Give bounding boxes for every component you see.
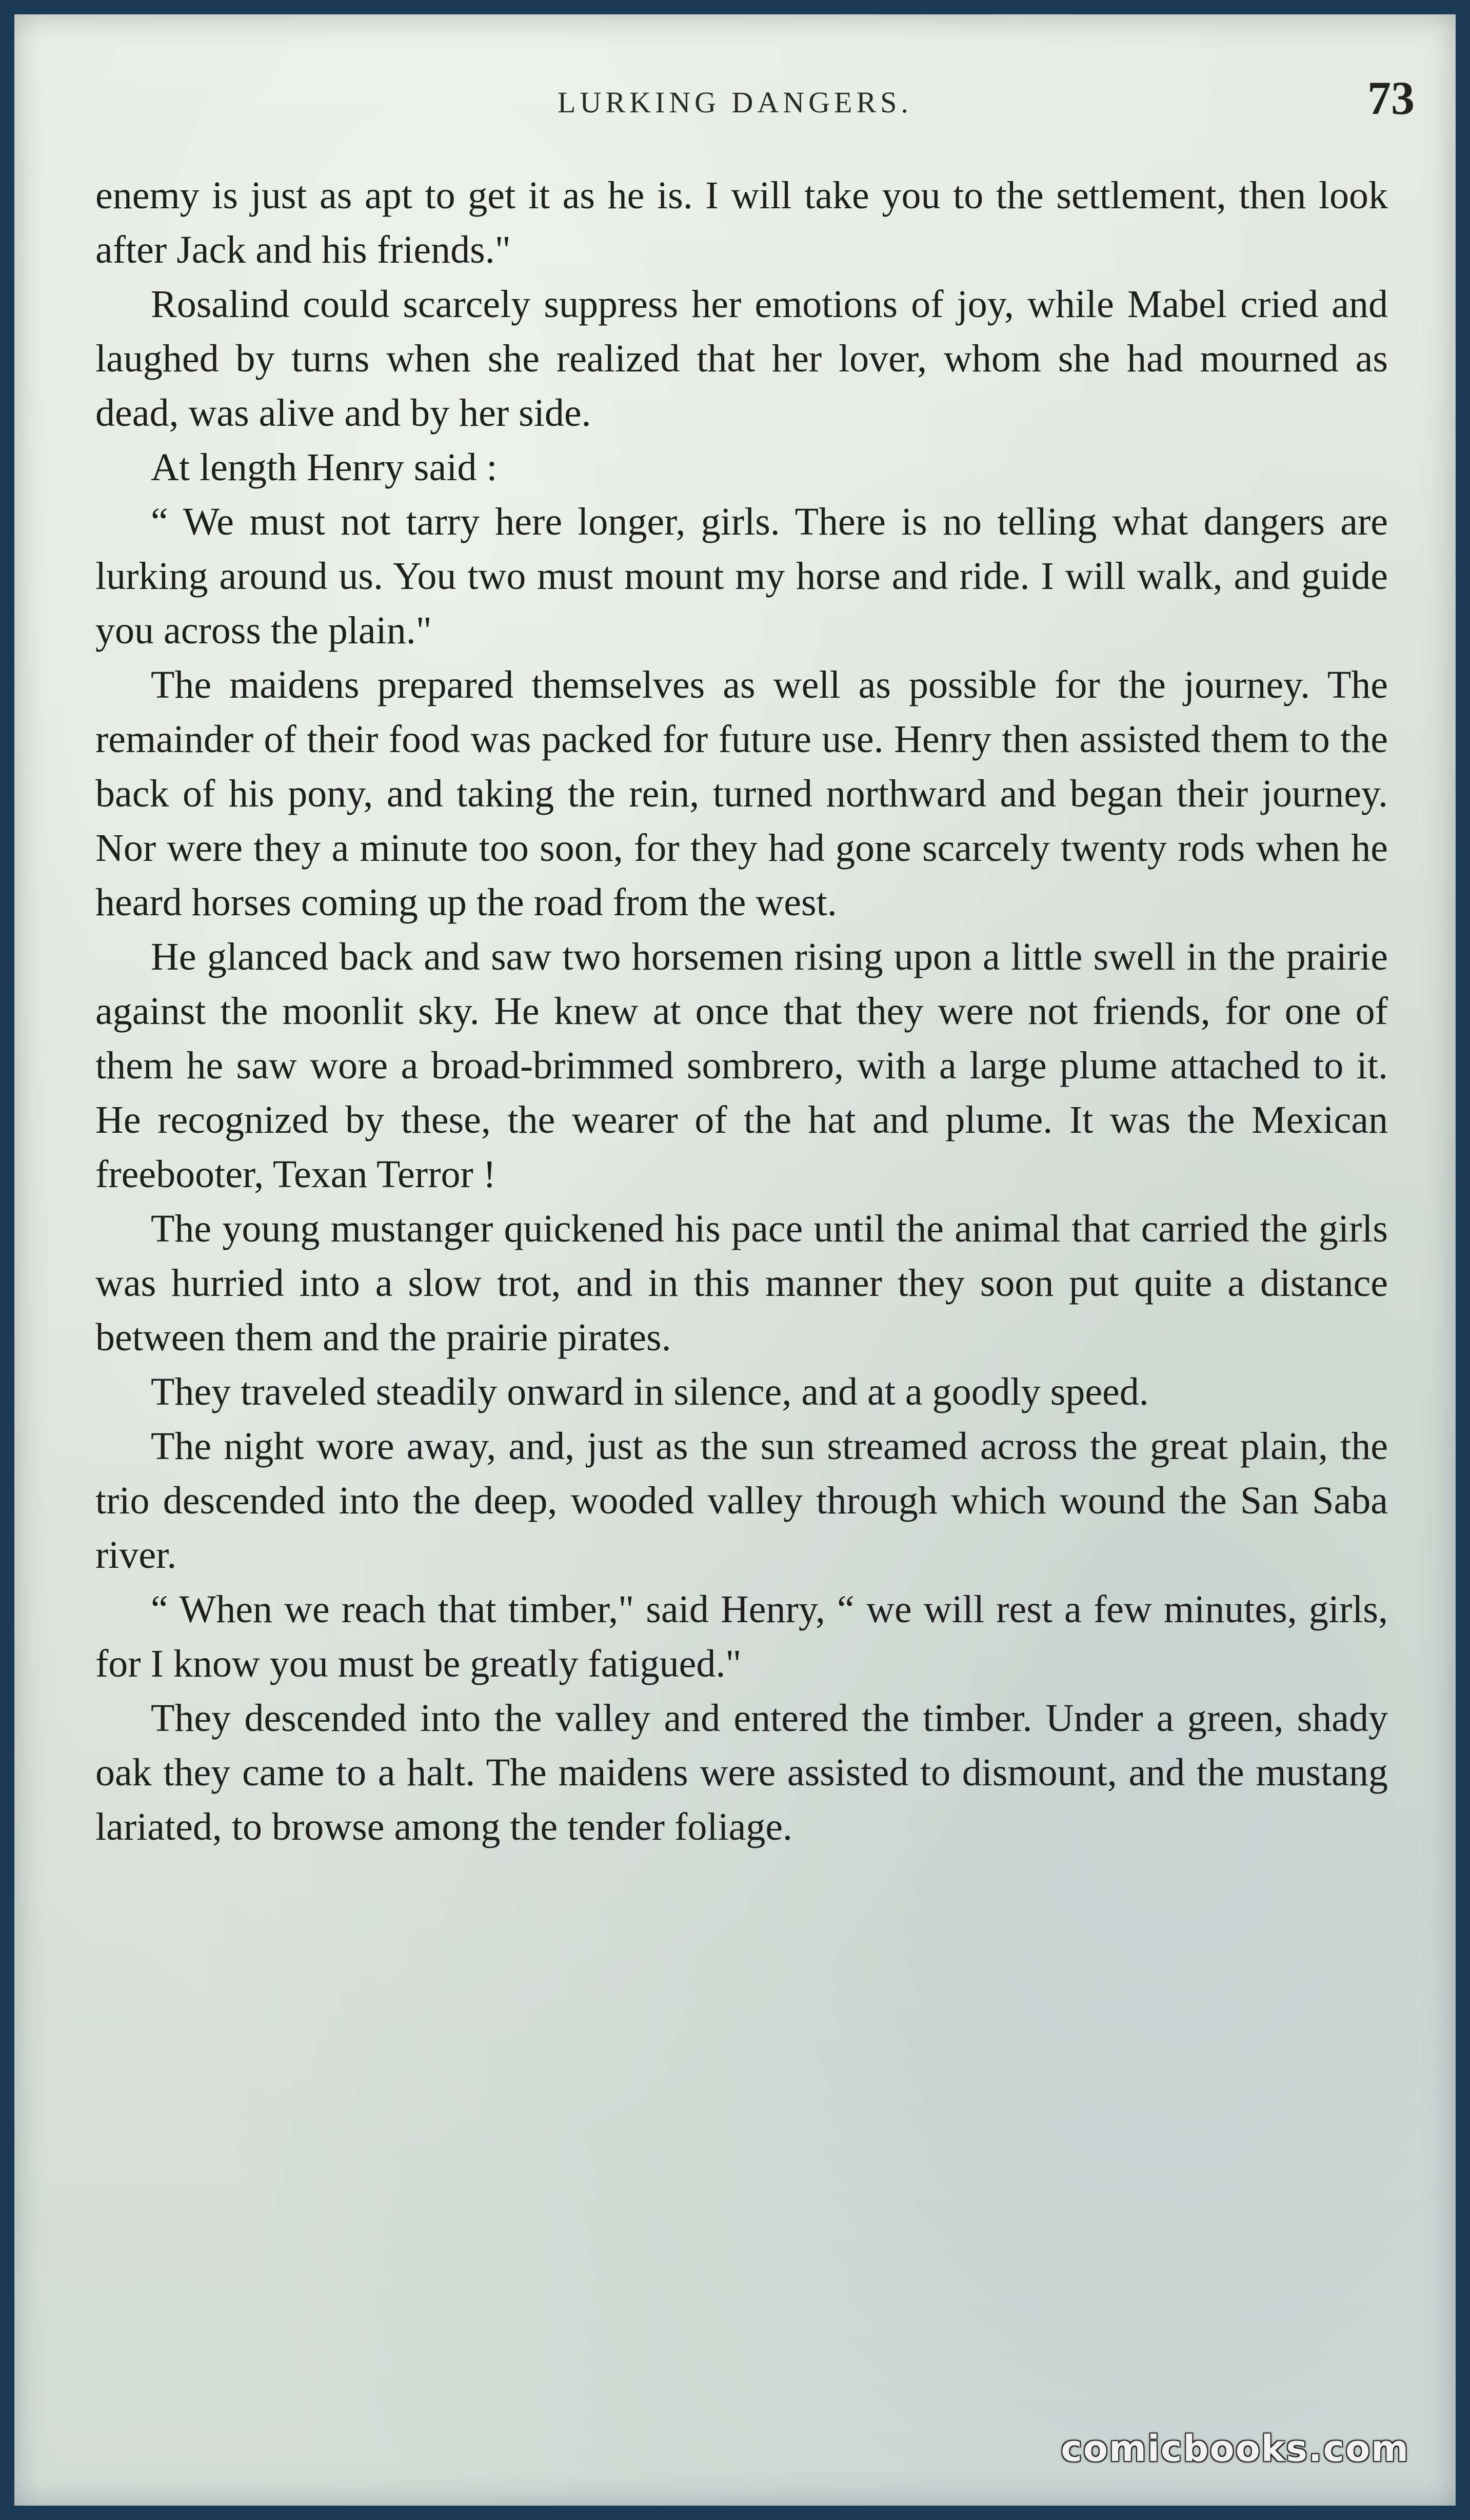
paragraph-5: The maidens prepared themselves as well as possible for the journey. The remainder of their food was packed for future use. Henry then assisted them to the back of his pony, and taking the rein, turned northward and began their journey. Nor were they a minute too soon, for they had gone scarcely twenty rods when he heard horses coming up the road from the west. [95,663,1388,924]
book-page [14,14,1456,2506]
page-header [14,71,1456,127]
paragraph-10: “ When we reach that timber," said Henry, “ we will rest a few minutes, girls, for I know you must be greatly fatigued." [95,1588,1388,1685]
paragraph-4: “ We must not tarry here longer, girls. There is no telling what dangers are lurking around us. You two must mount my horse and ride. I will walk, and guide you across the plain." [95,500,1388,652]
running-head: LURKING DANGERS. [558,86,912,119]
paragraph-8: They traveled steadily onward in silence, and at a goodly speed. [151,1370,1149,1413]
paragraph-11: They descended into the valley and entered the timber. Under a green, shady oak they came to a halt. The maidens were assisted to dismount, and the mustang lariated, to browse among the tender foliage. [95,1697,1388,1848]
page-number: 73 [1367,72,1415,124]
paragraph-9: The night wore away, and, just as the sun streamed across the great plain, the trio descended into the deep, wooded valley through which wound the San Saba river. [95,1425,1388,1577]
paragraph-2: Rosalind could scarcely suppress her emotions of joy, while Mabel cried and laughed by turns when she realized that her lover, whom she had mourned as dead, was alive and by her side. [95,283,1388,435]
paragraph-1: enemy is just as apt to get it as he is. I will take you to the settlement, then look after Jack and his friends." [95,174,1388,271]
site-watermark: comicbooks.com [1061,2428,1409,2470]
paragraph-3: At length Henry said : [151,446,498,489]
paragraph-6: He glanced back and saw two horsemen rising upon a little swell in the prairie against the moonlit sky. He knew at once that they were not friends, for one of them he saw wore a broad-brimmed sombrero, with a large plume attached to it. He recognized by these, the wearer of the hat and plume. It was the Mexican freebooter, Texan Terror ! [95,935,1388,1196]
paragraph-7: The young mustanger quickened his pace until the animal that carried the girls was hurried into a slow trot, and in this manner they soon put quite a distance between them and the prairie pirates. [95,1207,1388,1359]
page-body [95,168,1388,1854]
